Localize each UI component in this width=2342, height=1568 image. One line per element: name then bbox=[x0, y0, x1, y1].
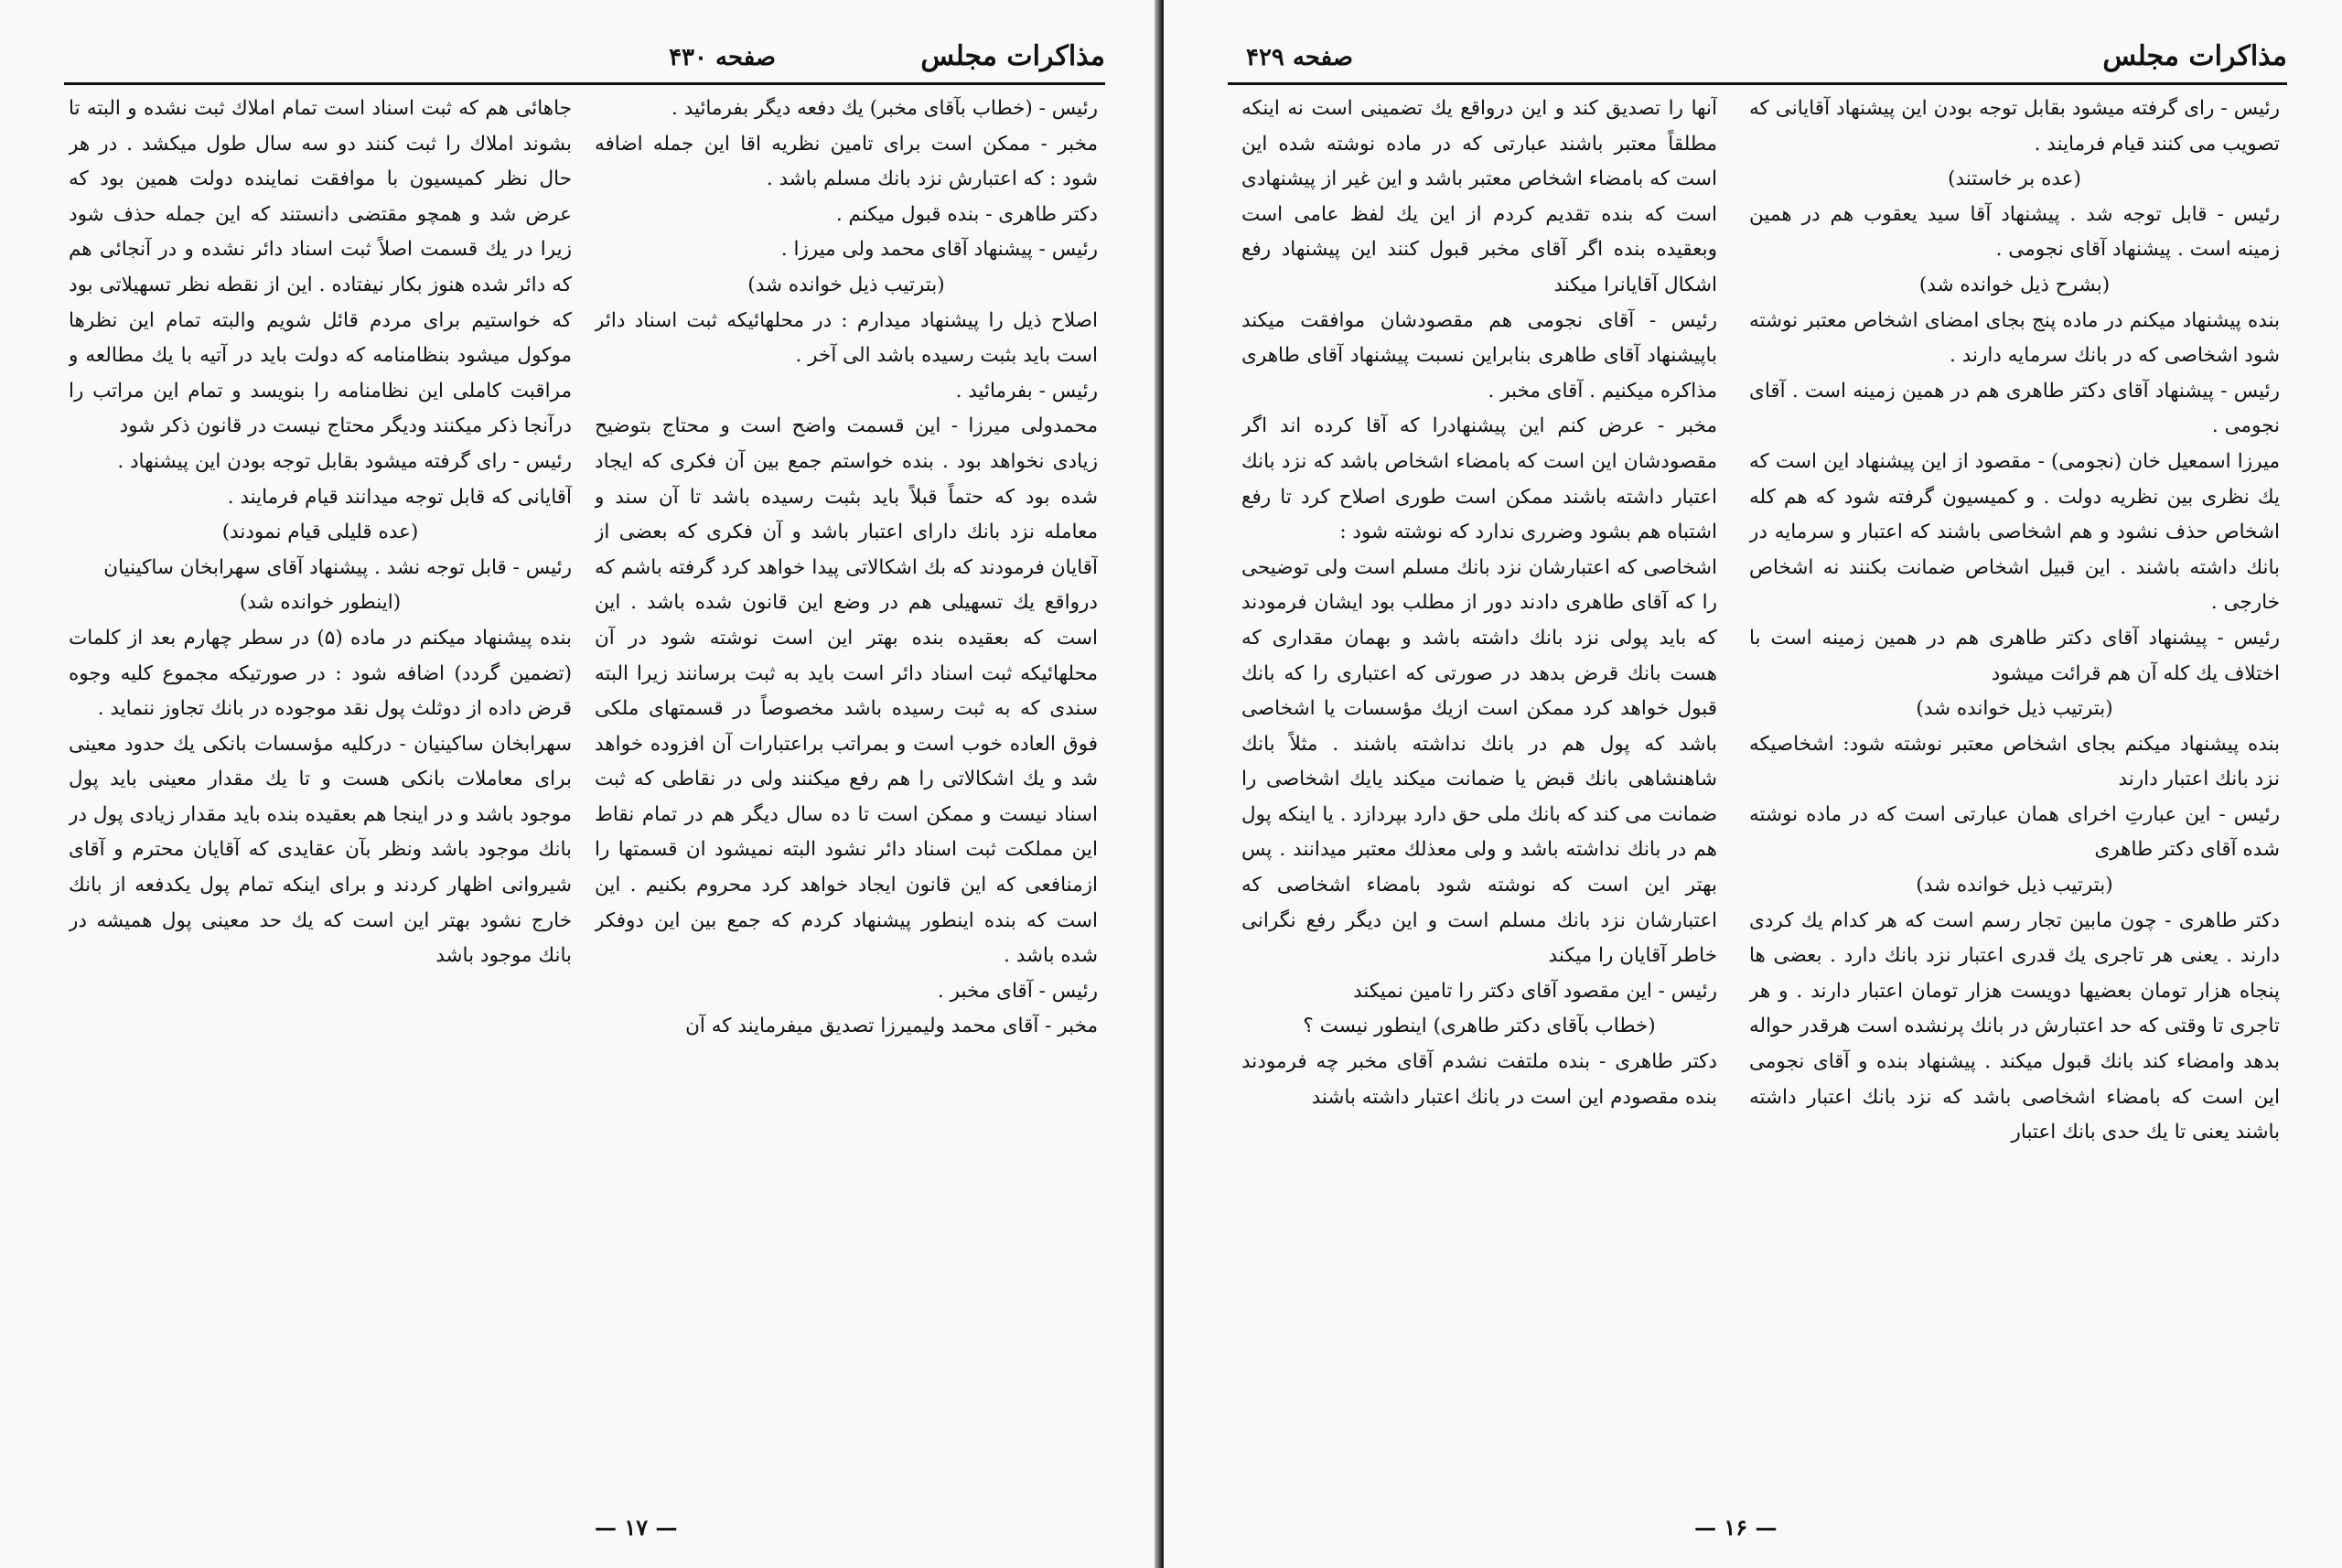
right-page-right-column bbox=[1749, 91, 2280, 1482]
paragraph: جاهائی هم که ثبت اسناد است تمام املاك ثبت نشده و البته تا بشوند املاك را ثبت کنند دو سه سال طول میکشد . در هر حال نظر کمیسیون با موافقت نماینده دولت همین بود که عرض شد و همچو مقتضی دانستند که این جمله حذف شود زیرا در یك قسمت اصلاً ثبت اسناد دائر نشده و در آنجائی هم که دائر شده هنوز بکار نیفتاده . این از نقطه نظر تسهیلاتی بود که خواستیم برای مردم قائل شویم والبته تمام این نظرها موکول میشود بنظامنامه که دولت باید در آتیه با یك مطالعه و مراقبت کاملی این نظامنامه را بنویسد و تمام این مراتب را درآنجا ذکر میکنند ودیگر محتاج نیست در قانون ذکر شود bbox=[69, 97, 572, 438]
paragraph: رئیس - پیشنهاد آقای دکتر طاهری هم در همین زمینه است . آقای نجومی . bbox=[1749, 379, 2280, 438]
paragraph: مخبر - آقای محمد ولیمیرزا تصدیق میفرمایند که آن bbox=[685, 1015, 1098, 1038]
left-page bbox=[0, 0, 1160, 1568]
right-header-page-number: صفحه ۴۲۹ bbox=[1246, 44, 1353, 71]
right-page bbox=[1164, 0, 2342, 1568]
paragraph: (بشرح ذیل خوانده شد) bbox=[1918, 273, 2111, 296]
paragraph: اشخاصی که اعتبارشان نزد بانك مسلم است ولی توضیحی را که آقای طاهری دادند دور از مطلب بود ایشان فرمودند که باید پولی نزد بانك داشته باشد و بهمان مقداری که هست بانك قرض بدهد در صورتی که اعتباری را که بانك قبول خواهد کرد ممکن است ازیك مؤسسات یا اشخاصی باشد که پول هم در بانك نداشته باشند . مثلاً بانك شاهنشاهی بانك قبض یا ضمانت میکند یایك اشخاصی را ضمانت می کند که بانك ملی حق دارد بپردازد . یا اینکه پول هم در بانك نداشته باشد و ولی معذلك معتبر میدانند . پس بهتر این است که نوشته شود بامضاء اشخاصی که اعتبارشان نزد بانك مسلم است و این دیگر رفع نگرانی خاطر آقایان را میکند bbox=[1241, 555, 1717, 968]
paragraph: مخبر - عرض کنم این پیشنهادرا که آقا کرده اند اگر مقصودشان این است که بامضاء اشخاص باشد که نزد بانك اعتبار داشته باشند ممکن است طوری اصلاح کرد تا رفع اشتباه هم بشود وضرری ندارد که نوشته شود : bbox=[1241, 414, 1717, 544]
paragraph: رئیس - رای گرفته میشود بقابل توجه بودن این پیشنهاد . bbox=[117, 449, 572, 473]
paragraph: رئیس - پیشنهاد آقای محمد ولی میرزا . bbox=[780, 238, 1098, 262]
right-page-header bbox=[1228, 40, 2287, 85]
paragraph: محمدولی میرزا - این قسمت واضح است و محتاج بتوضیح زیادی نخواهد بود . بنده خواستم جمع بین آن فکری که ایجاد شده بود که حتماً قبلاً باید بثبت رسیده باشد تا آن سند و معامله نزد بانك دارای اعتبار باشد و آن فکری که بعضی از آقایان فرمودند که بك اشکالاتی پیدا خواهد کرد گرفته باشم که درواقع یك تسهیلی هم در وضع این قانون شده باشد . این است که بعقیده بنده بهتر این است نوشته شود در آن محلهائیکه ثبت اسناد دائر است باید به ثبت برسانند زیرا البته سندی که به ثبت رسیده باشد مخصوصاً در قسمتهای ملکی فوق العاده خوب است و بمراتب براعتبارات آن افزوده خواهد شد و یك اشکالاتی را هم رفع میکنند ولی در نقاطی که ثبت اسناد نیست و ممکن است تا ده سال دیگر هم در تمام نقاط این مملکت ثبت اسناد دائر نشود البته نمیشود ان قسمتها را ازمنافعی که این قانون ایجاد خواهد کرد محروم بکنیم . این است که بنده اینطور پیشنهاد کردم که جمع بین این دوفکر شده باشد . bbox=[595, 414, 1098, 968]
paragraph: رئیس - رای گرفته میشود بقابل توجه بودن این پیشنهاد آقایانی که تصویب می کنند قیام فرمایند . bbox=[1749, 97, 2280, 156]
paragraph: (عده قلیلی قیام نمودند) bbox=[221, 521, 419, 544]
left-header-title: مذاکرات مجلس bbox=[920, 40, 1105, 72]
right-page-number-footer: — ۱۶ — bbox=[1694, 1514, 1778, 1541]
paragraph: دکتر طاهری - بنده ملتفت نشدم آقای مخبر چه فرمودند بنده مقصودم این است در بانك اعتبار داشته باشند bbox=[1241, 1050, 1717, 1109]
paragraph: رئیس - بفرمائید . bbox=[955, 379, 1098, 403]
paragraph: (خطاب بآقای دکتر طاهری) اینطور نیست ؟ bbox=[1303, 1015, 1656, 1038]
left-header-page-number: صفحه ۴۳۰ bbox=[669, 44, 776, 71]
paragraph: دکتر طاهری - بنده قبول میکنم . bbox=[835, 202, 1098, 226]
right-header-title: مذاکرات مجلس bbox=[2102, 40, 2287, 72]
paragraph: رئیس - پیشنهاد آقای دکتر طاهری هم در همین زمینه است با اختلاف یك کله آن هم قرائت میشود bbox=[1749, 626, 2280, 685]
paragraph: رئیس - قابل توجه شد . پیشنهاد آقا سید یعقوب هم در همین زمینه است . پیشنهاد آقای نجومی . bbox=[1749, 202, 2280, 262]
paragraph: رئیس - آقای نجومی هم مقصودشان موافقت میکند باپیشنهاد آقای طاهری بنابراین نسبت پیشنهاد آقای طاهری مذاکره میکنیم . آقای مخبر . bbox=[1241, 308, 1717, 403]
paragraph: دکتر طاهری - چون مابین تجار رسم است که هر کدام یك کردی دارند . یعنی هر تاجری یك قدری اعتبار نزد بانك دارد . بعضی ها پنجاه هزار تومان بعضیها دویست هزار تومان اعتبار دارند . و هر تاجری تا وقتی که حد اعتبارش در بانك پرنشده است هرقدر حواله بدهد وامضاء کند بانك قبول میکند . پیشنهاد بنده و آقای نجومی این است که بامضاء اشخاصی باشد که نزد بانك اعتبار داشته باشند یعنی تا یك حدی بانك اعتبار bbox=[1749, 908, 2280, 1144]
left-page-left-column bbox=[69, 91, 572, 1482]
paragraph: اصلاح ذیل را پیشنهاد میدارم : در محلهائیکه ثبت اسناد دائر است باید بثبت رسیده باشد الی آخر . bbox=[595, 308, 1098, 368]
paragraph: بنده پیشنهاد میکنم بجای اشخاص معتبر نوشته شود: اشخاصیکه نزد بانك اعتبار دارند bbox=[1749, 732, 2280, 791]
paragraph: رئیس - قابل توجه نشد . پیشنهاد آقای سهرابخان ساکینیان bbox=[103, 555, 572, 579]
left-page-right-column bbox=[595, 91, 1098, 1482]
paragraph: (بترتیب ذیل خوانده شد) bbox=[1916, 697, 2113, 721]
paragraph: رئیس - (خطاب بآقای مخبر) یك دفعه دیگر بفرمائید . bbox=[671, 97, 1098, 120]
paragraph: رئیس - این عبارتِ اخرای همان عبارتی است که در ماده نوشته شده آقای دکتر طاهری bbox=[1749, 802, 2280, 862]
paragraph: رئیس - این مقصود آقای دکتر را تامین نمیکند bbox=[1353, 979, 1717, 1003]
paragraph: آقایانی که قابل توجه میدانند قیام فرمایند . bbox=[227, 485, 572, 509]
paragraph: سهرابخان ساکینیان - درکلیه مؤسسات بانکی یك حدود معینی برای معاملات بانکی هست و تا یك مقدار معینی باید پول موجود باشد و در اینجا هم بعقیده بنده باید مقدار زیادی پول در بانك موجود باشد ونظر بآن عقایدی که آقایان محترم و آقای شیروانی اظهار کردند و برای اینکه تمام پول یکدفعه از بانك خارج نشود بهتر این است که یك حد معینی پول همیشه در بانك موجود باشد bbox=[69, 732, 572, 968]
left-page-number-footer: — ۱۷ — bbox=[595, 1514, 678, 1541]
left-page-header bbox=[64, 40, 1105, 85]
paragraph: مخبر - ممکن است برای تامین نظریه اقا این جمله اضافه شود : که اعتبارش نزد بانك مسلم باشد . bbox=[595, 132, 1098, 191]
paragraph: بنده پیشنهاد میکنم در ماده پنج بجای امضای اشخاص معتبر نوشته شود اشخاصی که در بانك سرمایه دارند . bbox=[1749, 308, 2280, 368]
paragraph: میرزا اسمعیل خان (نجومی) - مقصود از این پیشنهاد این است که یك نظری بین نظریه دولت . و کمیسیون گرفته شود که هم کله اشخاص حذف نشود و هم اشخاصی باشند که اعتبار و سرمایه در بانك داشته باشند . این قبیل اشخاص ضمانت بکنند نه اشخاص خارجی . bbox=[1749, 449, 2280, 615]
paragraph: (عده بر خاستند) bbox=[1948, 167, 2081, 191]
paragraph: (بترتیب ذیل خوانده شد) bbox=[747, 273, 945, 296]
right-page-left-column bbox=[1241, 91, 1717, 1482]
paragraph: رئیس - آقای مخبر . bbox=[937, 979, 1098, 1003]
paragraph: بنده پیشنهاد میکنم در ماده (۵) در سطر چهارم بعد از کلمات (تضمین گردد) اضافه شود : در صورتیکه مجموع کلیه وجوه قرض داده از دوثلث پول نقد موجوده در بانك تجاوز ننماید . bbox=[69, 626, 572, 721]
paragraph: (بترتیب ذیل خوانده شد) bbox=[1916, 874, 2113, 897]
paragraph: (اینطور خوانده شد) bbox=[239, 591, 402, 615]
paragraph: آنها را تصدیق کند و این درواقع یك تضمینی است نه اینکه مطلقاً معتبر باشند عبارتی که در ماده نوشته شده این است که بامضاء اشخاص معتبر باشد و این غیر از پیشنهادی است که بنده تقدیم کردم از این یك لفظ عامی است وبعقیده بنده اگر آقای مخبر قبول کنند این پیشنهاد رفع اشکال آقایانرا میکند bbox=[1241, 97, 1717, 296]
